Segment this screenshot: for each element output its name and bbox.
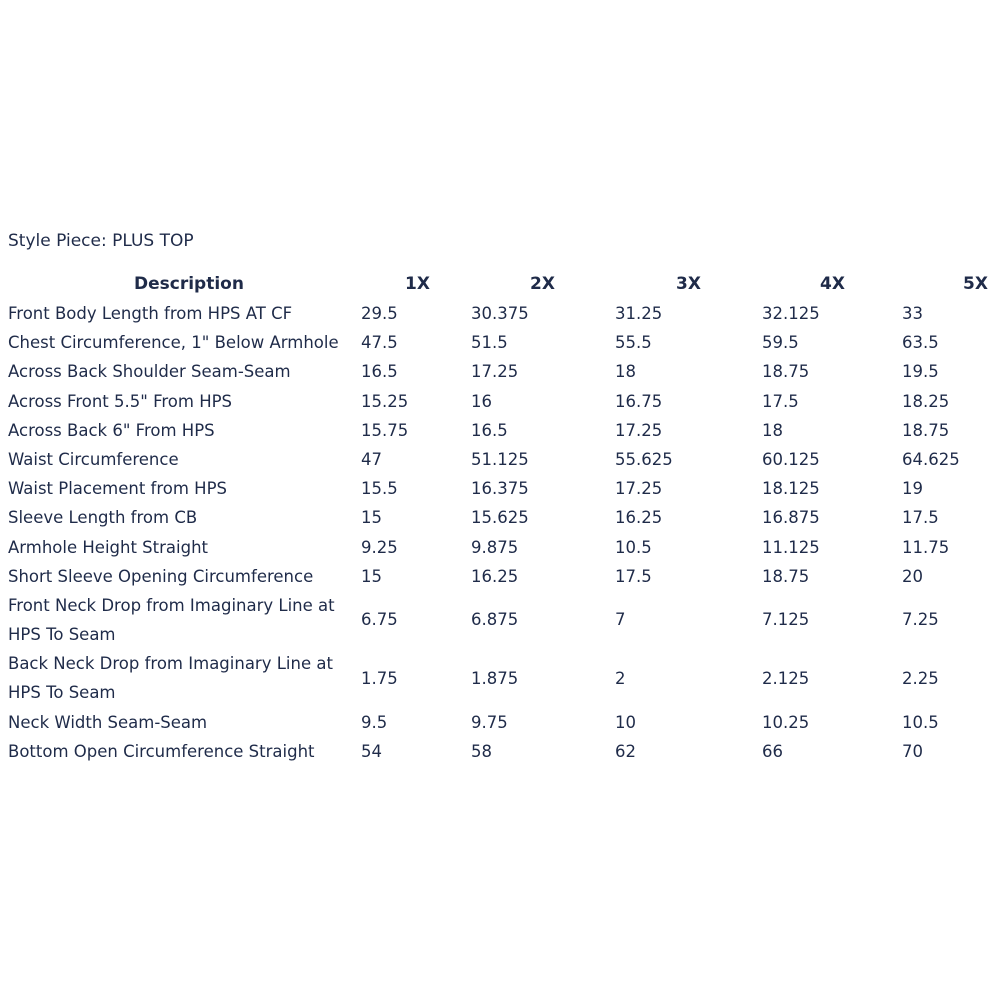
- column-header-size-1x: 1X: [405, 274, 430, 294]
- column-header-description: Description: [134, 274, 244, 294]
- table-row: [0, 708, 1000, 737]
- measurement-value-3x: 10.5: [615, 537, 652, 557]
- measurement-value-4x: 17.5: [762, 391, 799, 411]
- measurement-value-1x: 16.5: [361, 362, 398, 382]
- measurement-value-4x: 2.125: [762, 668, 810, 688]
- measurement-value-3x: 62: [615, 741, 636, 761]
- measurement-description: Across Front 5.5" From HPS: [8, 391, 233, 411]
- column-header-size-5x: 5X: [963, 274, 988, 294]
- measurement-description: Sleeve Length from CB: [8, 508, 198, 528]
- table-row: [0, 299, 1000, 328]
- measurement-value-1x: 6.75: [361, 610, 398, 630]
- measurement-value-4x: 10.25: [762, 712, 810, 732]
- table-row: [0, 562, 1000, 591]
- table-row: [0, 357, 1000, 386]
- table-row: [0, 503, 1000, 532]
- measurement-value-3x: 17.5: [615, 566, 652, 586]
- measurement-value-5x: 20: [902, 566, 923, 586]
- measurement-value-5x: 18.75: [902, 420, 950, 440]
- table-row: [0, 416, 1000, 445]
- measurement-value-5x: 11.75: [902, 537, 950, 557]
- measurement-description: Chest Circumference, 1" Below Armhole: [8, 333, 339, 353]
- measurement-value-3x: 16.75: [615, 391, 663, 411]
- column-header-size-3x: 3X: [676, 274, 701, 294]
- measurement-value-4x: 18.125: [762, 479, 820, 499]
- measurement-value-1x: 15.75: [361, 420, 409, 440]
- table-header-row: [0, 269, 1000, 299]
- measurement-value-4x: 66: [762, 741, 783, 761]
- measurement-value-2x: 51.5: [471, 333, 508, 353]
- measurement-value-1x: 15.25: [361, 391, 409, 411]
- measurement-value-4x: 18.75: [762, 362, 810, 382]
- measurement-value-5x: 17.5: [902, 508, 939, 528]
- table-row: [0, 591, 1000, 649]
- measurement-value-4x: 11.125: [762, 537, 820, 557]
- measurement-description: Waist Placement from HPS: [8, 479, 228, 499]
- measurement-value-3x: 17.25: [615, 420, 663, 440]
- measurement-value-2x: 15.625: [471, 508, 529, 528]
- measurement-table: [0, 269, 1000, 766]
- measurement-value-3x: 18: [615, 362, 636, 382]
- measurement-value-3x: 55.5: [615, 333, 652, 353]
- measurement-value-1x: 1.75: [361, 668, 398, 688]
- measurement-description: Across Back 6" From HPS: [8, 420, 215, 440]
- measurement-value-2x: 16.375: [471, 479, 529, 499]
- measurement-value-1x: 15: [361, 508, 382, 528]
- measurement-value-2x: 30.375: [471, 304, 529, 323]
- measurement-value-3x: 2: [615, 668, 626, 688]
- measurement-value-2x: 9.75: [471, 712, 508, 732]
- measurement-value-2x: 51.125: [471, 449, 529, 469]
- measurement-value-3x: 16.25: [615, 508, 663, 528]
- column-header-size-2x: 2X: [530, 274, 555, 294]
- table-row: [0, 387, 1000, 416]
- table-body: [0, 299, 1000, 766]
- measurement-value-2x: 17.25: [471, 362, 519, 382]
- measurement-value-1x: 47: [361, 449, 382, 469]
- measurement-description: Across Back Shoulder Seam-Seam: [8, 362, 291, 382]
- measurement-value-2x: 16.5: [471, 420, 508, 440]
- measurement-description: Neck Width Seam-Seam: [8, 712, 208, 732]
- measurement-description: Waist Circumference: [8, 449, 179, 469]
- measurement-value-3x: 55.625: [615, 449, 673, 469]
- measurement-value-3x: 31.25: [615, 304, 663, 323]
- measurement-value-4x: 18.75: [762, 566, 810, 586]
- measurement-value-4x: 32.125: [762, 304, 820, 323]
- measurement-description: Front Body Length from HPS AT CF: [8, 304, 293, 323]
- measurement-value-1x: 54: [361, 741, 382, 761]
- column-header-size-4x: 4X: [820, 274, 845, 294]
- measurement-description: Bottom Open Circumference Straight: [8, 741, 315, 761]
- table-row: [0, 533, 1000, 562]
- measurement-value-4x: 7.125: [762, 610, 810, 630]
- measurement-value-5x: 18.25: [902, 391, 950, 411]
- measurement-value-1x: 9.5: [361, 712, 388, 732]
- measurement-value-2x: 16: [471, 391, 492, 411]
- measurement-value-4x: 18: [762, 420, 783, 440]
- measurement-description: Back Neck Drop from Imaginary Line at HPS To Seam: [8, 654, 333, 703]
- table-row: [0, 474, 1000, 503]
- measurement-value-1x: 47.5: [361, 333, 398, 353]
- measurement-value-1x: 15: [361, 566, 382, 586]
- table-row: [0, 445, 1000, 474]
- measurement-value-5x: 64.625: [902, 449, 960, 469]
- style-piece-title: Style Piece: PLUS TOP: [8, 231, 194, 251]
- measurement-description: Short Sleeve Opening Circumference: [8, 566, 314, 586]
- measurement-value-2x: 6.875: [471, 610, 519, 630]
- measurement-value-5x: 63.5: [902, 333, 939, 353]
- measurement-value-5x: 10.5: [902, 712, 939, 732]
- measurement-value-3x: 10: [615, 712, 636, 732]
- measurement-value-2x: 1.875: [471, 668, 519, 688]
- measurement-value-4x: 59.5: [762, 333, 799, 353]
- measurement-value-3x: 7: [615, 610, 626, 630]
- measurement-description: Front Neck Drop from Imaginary Line at HPS To Seam: [8, 595, 335, 645]
- measurement-value-5x: 19: [902, 479, 923, 499]
- measurement-value-5x: 33: [902, 304, 923, 323]
- measurement-value-5x: 2.25: [902, 668, 939, 688]
- measurement-value-2x: 9.875: [471, 537, 519, 557]
- measurement-value-4x: 60.125: [762, 449, 820, 469]
- table-row: [0, 737, 1000, 766]
- measurement-value-5x: 7.25: [902, 610, 939, 630]
- measurement-value-2x: 16.25: [471, 566, 519, 586]
- measurement-value-4x: 16.875: [762, 508, 820, 528]
- measurement-description: Armhole Height Straight: [8, 537, 208, 557]
- measurement-value-5x: 19.5: [902, 362, 939, 382]
- measurement-value-2x: 58: [471, 741, 492, 761]
- table-row: [0, 328, 1000, 357]
- measurement-value-3x: 17.25: [615, 479, 663, 499]
- measurement-value-1x: 9.25: [361, 537, 398, 557]
- table-row: [0, 649, 1000, 707]
- measurement-value-1x: 15.5: [361, 479, 398, 499]
- measurement-value-1x: 29.5: [361, 304, 398, 323]
- measurement-value-5x: 70: [902, 741, 923, 761]
